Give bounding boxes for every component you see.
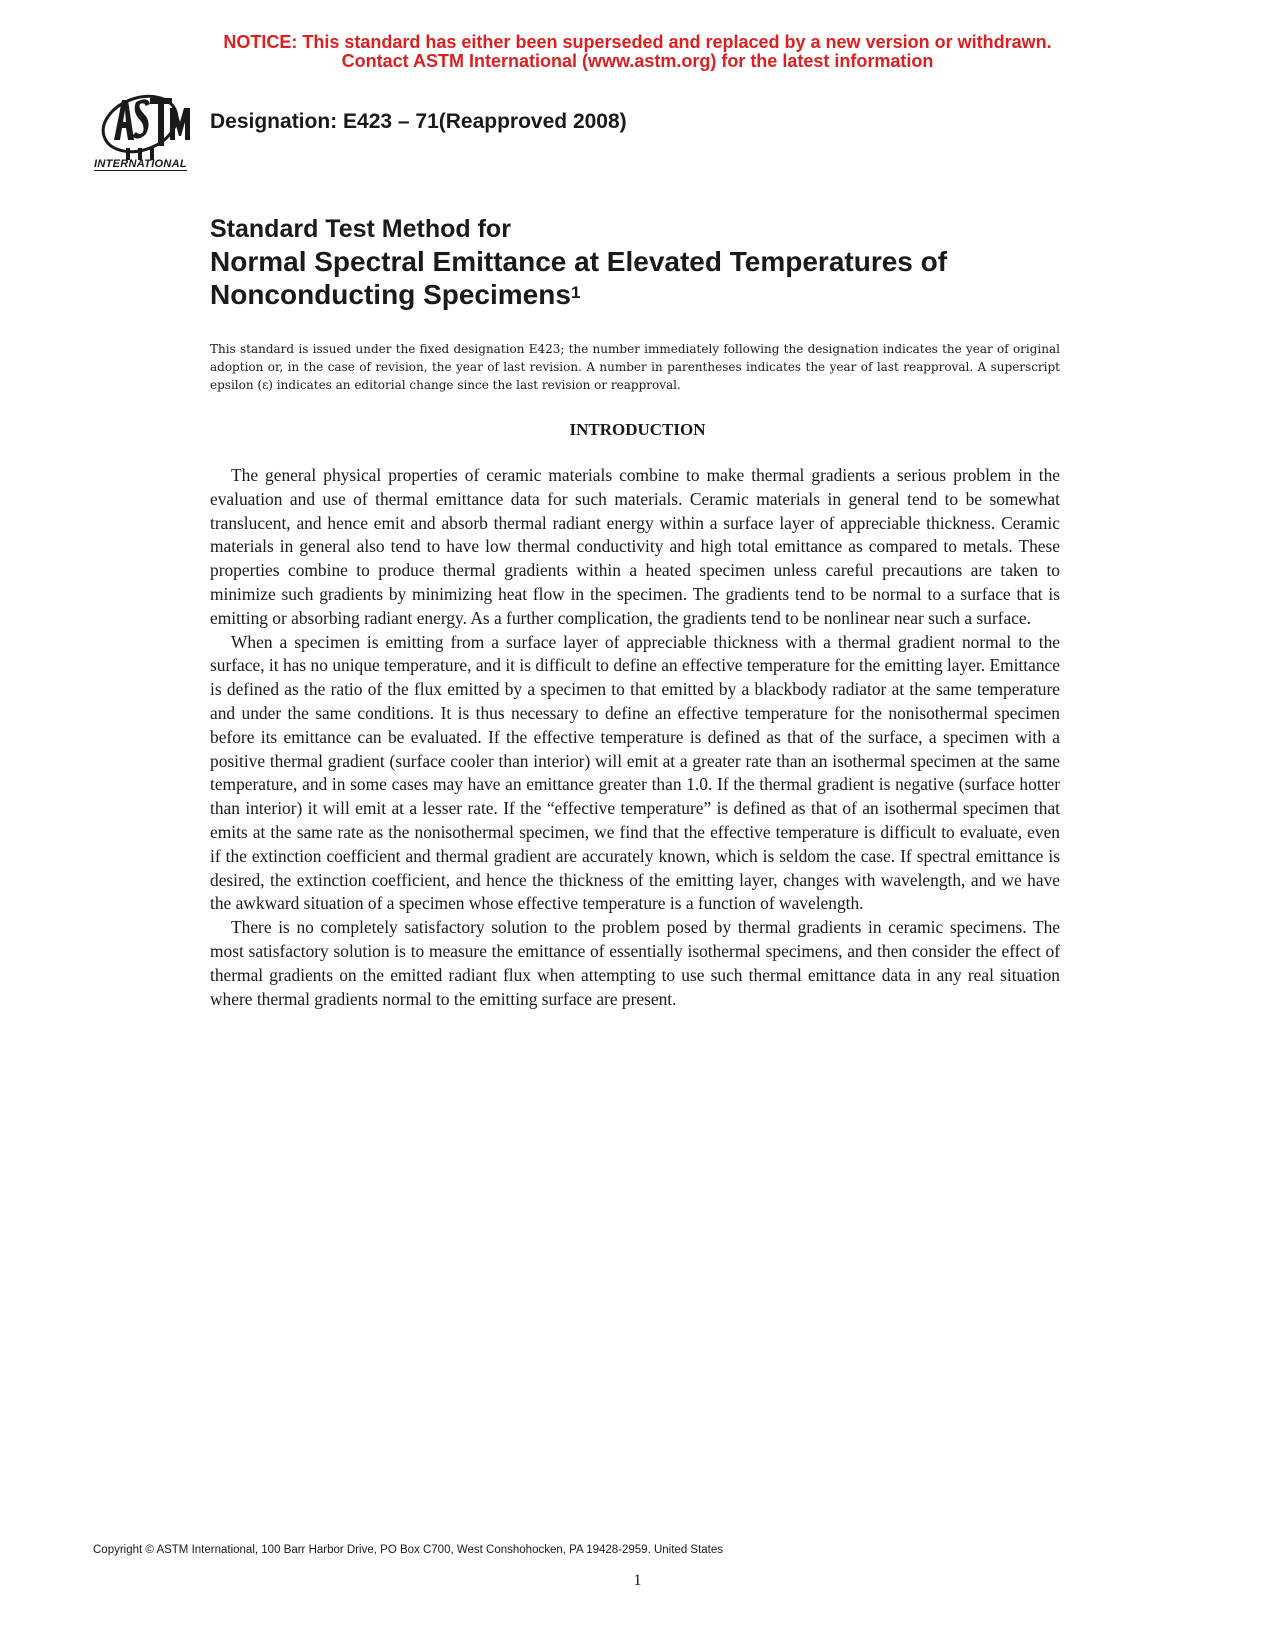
intro-paragraph: When a specimen is emitting from a surface layer of appreciable thickness with a thermal gradient normal to the surface, it has no unique temperature, and it is difficult to define an effective temperature for the emitting layer. Emittance is defined as the ratio of the flux emitted by a specimen to that emitted by a blackbody radiator at the same temperature and under the same conditions. It is thus necessary to define an effective temperature for the nonisothermal specimen before its emittance can be evaluated. If the effective temperature is defined as that of the surface, a specimen with a positive thermal gradient (surface cooler than interior) will emit at a greater rate than an isothermal specimen at the same temperature, and in some cases may have an emittance greater than 1.0. If the thermal gradient is negative (surface hotter than interior) it will emit at a lesser rate. If the “effective temperature” is defined as that of an isothermal specimen that emits at the same rate as the nonisothermal specimen, we find that the effective temperature is difficult to evaluate, even if the extinction coefficient and thermal gradient are accurately known, which is seldom the case. If spectral emittance is desired, the extinction coefficient, and hence the thickness of the emitting layer, changes with wavelength, and we have the awkward situation of a specimen whose effective temperature is a function of wavelength. xyxy=(210,631,1060,914)
introduction-heading: INTRODUCTION xyxy=(569,420,706,439)
notice-line-1: NOTICE: This standard has either been superseded and replaced by a new version or withdrawn. xyxy=(223,32,1052,52)
title-prefix: Standard Test Method for xyxy=(210,215,511,243)
page-number: 1 xyxy=(633,1572,642,1589)
intro-paragraph: The general physical properties of ceramic materials combine to make thermal gradients a serious problem in the evaluation and use of thermal emittance data for such materials. Ceramic materials in general tend to be somewhat translucent, and hence emit and absorb thermal radiant energy within a surface layer of appreciable thickness. Ceramic materials in general also tend to have low thermal conductivity and high total emittance as compared to metals. These properties combine to produce thermal gradients within a heated specimen unless careful precautions are taken to minimize such gradients by minimizing heat flow in the specimen. The gradients tend to be normal to a surface that is emitting or absorbing radiant energy. As a further complication, the gradients tend to be nonlinear near such a surface. xyxy=(210,465,1060,628)
title-footnote-ref: 1 xyxy=(570,283,581,302)
document-title xyxy=(210,214,1070,311)
introduction-body xyxy=(210,464,1060,1011)
title-line-2: Nonconducting Specimens xyxy=(210,279,571,310)
issuance-statement: This standard is issued under the fixed designation E423; the number immediately following the designation indicates the year of original adoption or, in the case of revision, the year of last revision. A number in parentheses indicates the year of last reapproval. A superscript epsilon (ε) indicates an editorial change since the last revision or reapproval. xyxy=(210,342,1060,392)
title-line-1: Normal Spectral Emittance at Elevated Temperatures of xyxy=(210,246,948,277)
notice-line-2: Contact ASTM International (www.astm.org) for the latest information xyxy=(341,51,934,71)
designation: Designation: E423 – 71(Reapproved 2008) xyxy=(210,110,627,133)
withdrawal-notice xyxy=(0,33,1275,71)
copyright-footer: Copyright © ASTM International, 100 Barr Harbor Drive, PO Box C700, West Conshohocken, PA 19428-2959. United States xyxy=(93,1544,724,1556)
astm-international-logo xyxy=(92,82,198,182)
title-line-2-wrapper xyxy=(210,278,1070,311)
logo-wordmark: INTERNATIONAL xyxy=(94,158,187,170)
intro-paragraph: There is no completely satisfactory solution to the problem posed by thermal gradients in ceramic specimens. The most satisfactory solution is to measure the emittance of essentially isothermal specimens, and then consider the effect of thermal gradients on the emitted radiant flux when attempting to use such thermal emittance data in any real situation where thermal gradients normal to the emitting surface are present. xyxy=(210,917,1060,1009)
